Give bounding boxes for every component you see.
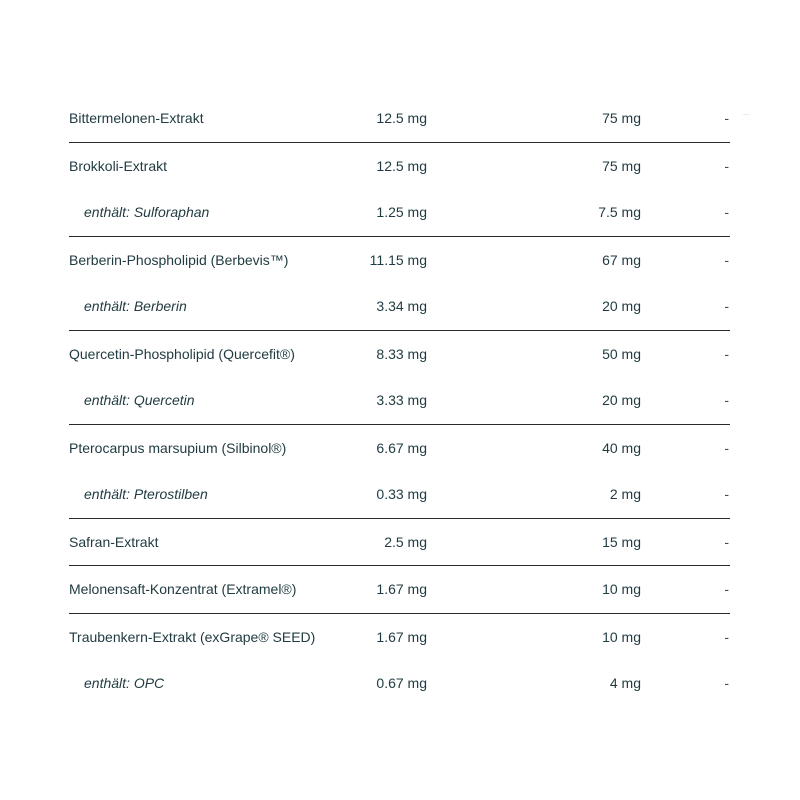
nrv-value: - xyxy=(724,157,729,174)
ingredient-group xyxy=(69,614,730,707)
table-subrow xyxy=(69,660,730,707)
amount-per-daily-dose: 20 mg xyxy=(602,298,641,315)
amount-per-serving: 11.15 mg xyxy=(369,251,427,268)
ingredient-group xyxy=(69,237,730,331)
amount-per-serving: 2.5 mg xyxy=(384,533,427,550)
amount-per-daily-dose: 4 mg xyxy=(609,675,641,692)
ingredient-name: Quercetin-Phospholipid (Quercefit®) xyxy=(69,345,295,362)
amount-per-serving: 0.33 mg xyxy=(376,486,427,503)
ingredient-group xyxy=(69,425,730,519)
nrv-value: - xyxy=(724,628,729,645)
table-row xyxy=(69,237,730,284)
nrv-value: - xyxy=(724,110,729,127)
ingredient-name: Bittermelonen-Extrakt xyxy=(69,110,204,127)
table-subrow xyxy=(69,471,730,518)
table-row xyxy=(69,425,730,472)
amount-per-daily-dose: 2 mg xyxy=(609,486,641,503)
amount-per-serving: 12.5 mg xyxy=(376,110,427,127)
amount-per-daily-dose: 10 mg xyxy=(602,581,641,598)
table-subrow xyxy=(69,377,730,424)
nrv-value: - xyxy=(724,486,729,503)
nrv-value: - xyxy=(724,675,729,692)
nrv-value: - xyxy=(724,533,729,550)
ingredient-group xyxy=(69,143,730,237)
ingredient-name: Safran-Extrakt xyxy=(69,533,159,550)
amount-per-serving: 3.33 mg xyxy=(376,392,427,409)
amount-per-daily-dose: 67 mg xyxy=(602,251,641,268)
amount-per-serving: 8.33 mg xyxy=(376,345,427,362)
amount-per-serving: 1.25 mg xyxy=(376,204,427,221)
table-subrow xyxy=(69,189,730,236)
nrv-value: - xyxy=(724,251,729,268)
ingredient-group xyxy=(69,331,730,425)
amount-per-daily-dose: 40 mg xyxy=(602,439,641,456)
ingredient-group xyxy=(69,566,730,614)
amount-per-daily-dose: 15 mg xyxy=(602,533,641,550)
subingredient-name: enthält: Pterostilben xyxy=(84,486,208,503)
amount-per-serving: 1.67 mg xyxy=(376,581,427,598)
table-row xyxy=(69,566,730,613)
amount-per-serving: 1.67 mg xyxy=(376,628,427,645)
divider xyxy=(743,114,749,115)
nrv-value: - xyxy=(724,298,729,315)
subingredient-name: enthält: Sulforaphan xyxy=(84,204,210,221)
ingredient-name: Brokkoli-Extrakt xyxy=(69,157,168,174)
ingredient-group xyxy=(69,519,730,567)
table-subrow xyxy=(69,283,730,330)
ingredient-name: Traubenkern-Extrakt (exGrape® SEED) xyxy=(69,628,316,645)
ingredients-table xyxy=(69,95,730,707)
ingredient-group xyxy=(69,95,730,143)
table-row xyxy=(69,614,730,661)
nrv-value: - xyxy=(724,392,729,409)
ingredient-name: Pterocarpus marsupium (Silbinol®) xyxy=(69,439,287,456)
nrv-value: - xyxy=(724,439,729,456)
amount-per-serving: 3.34 mg xyxy=(376,298,427,315)
amount-per-serving: 6.67 mg xyxy=(376,439,427,456)
nrv-value: - xyxy=(724,204,729,221)
table-row xyxy=(69,331,730,378)
amount-per-serving: 0.67 mg xyxy=(376,675,427,692)
subingredient-name: enthält: Quercetin xyxy=(84,392,195,409)
amount-per-daily-dose: 20 mg xyxy=(602,392,641,409)
nrv-value: - xyxy=(724,581,729,598)
table-row xyxy=(69,143,730,190)
amount-per-daily-dose: 7.5 mg xyxy=(598,204,641,221)
subingredient-name: enthält: OPC xyxy=(84,675,165,692)
amount-per-serving: 12.5 mg xyxy=(376,157,427,174)
amount-per-daily-dose: 50 mg xyxy=(602,345,641,362)
subingredient-name: enthält: Berberin xyxy=(84,298,187,315)
amount-per-daily-dose: 75 mg xyxy=(602,157,641,174)
table-row xyxy=(69,519,730,566)
amount-per-daily-dose: 10 mg xyxy=(602,628,641,645)
nrv-value: - xyxy=(724,345,729,362)
amount-per-daily-dose: 75 mg xyxy=(602,110,641,127)
ingredient-name: Berberin-Phospholipid (Berbevis™) xyxy=(69,251,289,268)
table-row xyxy=(69,95,730,142)
ingredient-name: Melonensaft-Konzentrat (Extramel®) xyxy=(69,581,297,598)
